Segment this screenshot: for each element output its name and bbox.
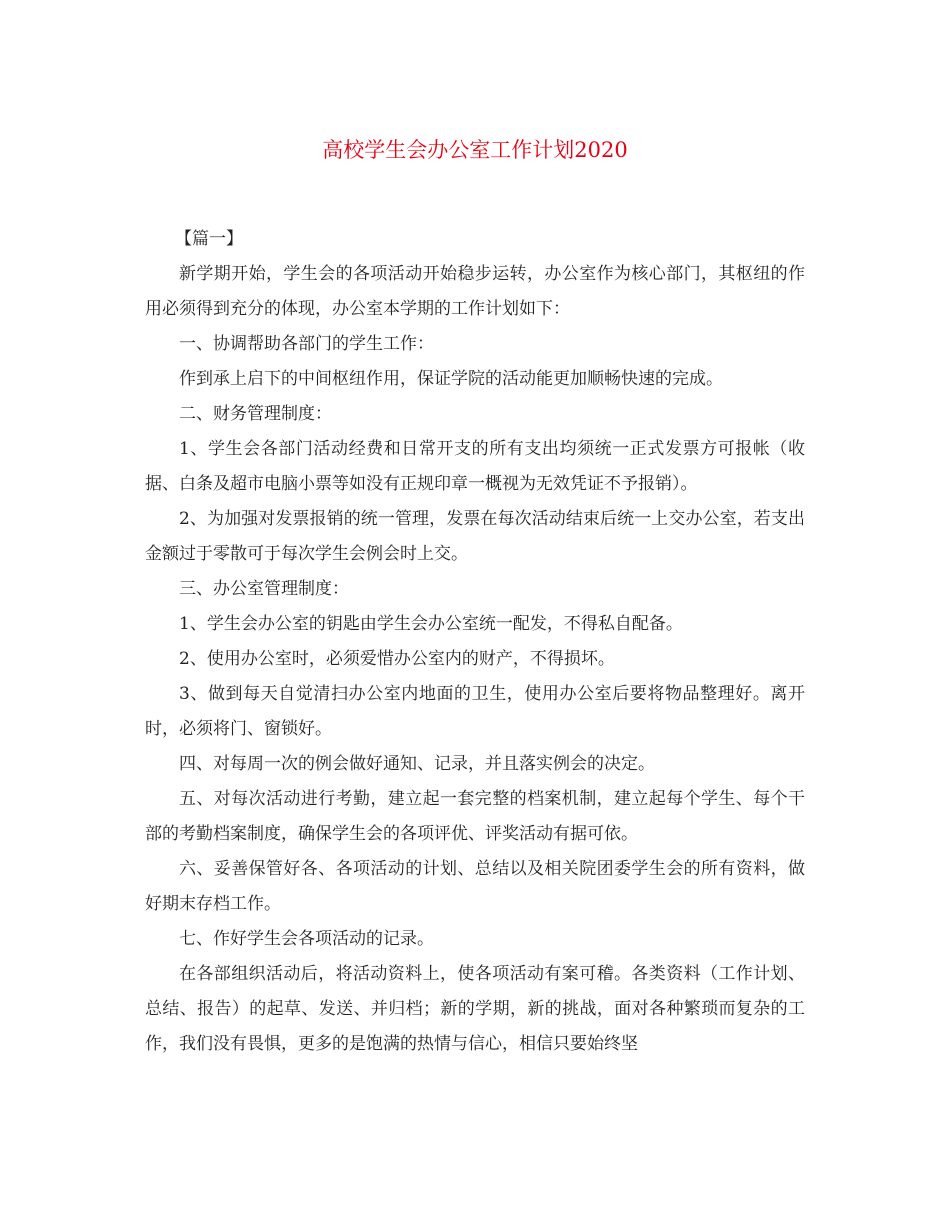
heading-coordination: 一、协调帮助各部门的学生工作： <box>179 334 434 354</box>
section-label: 【篇一】 <box>175 229 243 249</box>
paragraph-office-2: 2、使用办公室时，必须爱惜办公室内的财产，不得损坏。 <box>179 649 615 669</box>
paragraph-finance-2: 2、为加强对发票报销的统一管理，发票在每次活动结束后统一上交办公室，若支出金额过于零散可于每次学生会例会时上交。 <box>145 509 805 564</box>
heading-records: 七、作好学生会各项活动的记录。 <box>179 929 434 949</box>
paragraph-attendance: 五、对每次活动进行考勤，建立起一套完整的档案机制，建立起每个学生、每个干部的考勤档案制度，确保学生会的各项评优、评奖活动有据可依。 <box>145 789 805 844</box>
paragraph-records: 在各部组织活动后，将活动资料上，使各项活动有案可稽。各类资料（工作计划、总结、报告）的起草、发送、并归档；新的学期，新的挑战，面对各种繁琐而复杂的工作，我们没有畏惧，更多的是饱满的热情与信心，相信只要始终坚 <box>145 964 805 1054</box>
heading-finance: 二、财务管理制度： <box>179 404 332 424</box>
paragraph-archiving: 六、妥善保管好各、各项活动的计划、总结以及相关院团委学生会的所有资料，做好期末存档工作。 <box>145 859 805 914</box>
paragraph-weekly-meeting: 四、对每周一次的例会做好通知、记录，并且落实例会的决定。 <box>179 754 655 774</box>
paragraph-office-1: 1、学生会办公室的钥匙由学生会办公室统一配发，不得私自配备。 <box>179 614 683 634</box>
paragraph-office-3: 3、做到每天自觉清扫办公室内地面的卫生，使用办公室后要将物品整理好。离开时，必须将门、窗锁好。 <box>145 684 805 739</box>
paragraph-intro: 新学期开始，学生会的各项活动开始稳步运转，办公室作为核心部门，其枢纽的作用必须得到充分的体现，办公室本学期的工作计划如下： <box>145 264 805 319</box>
paragraph-coordination: 作到承上启下的中间枢纽作用，保证学院的活动能更加顺畅快速的完成。 <box>179 369 723 389</box>
heading-office-management: 三、办公室管理制度： <box>179 579 349 599</box>
document-title: 高校学生会办公室工作计划2020 <box>322 138 628 162</box>
paragraph-finance-1: 1、学生会各部门活动经费和日常开支的所有支出均须统一正式发票方可报帐（收据、白条及超市电脑小票等如没有正规印章一概视为无效凭证不予报销）。 <box>145 439 805 494</box>
document-body <box>145 222 805 1062</box>
